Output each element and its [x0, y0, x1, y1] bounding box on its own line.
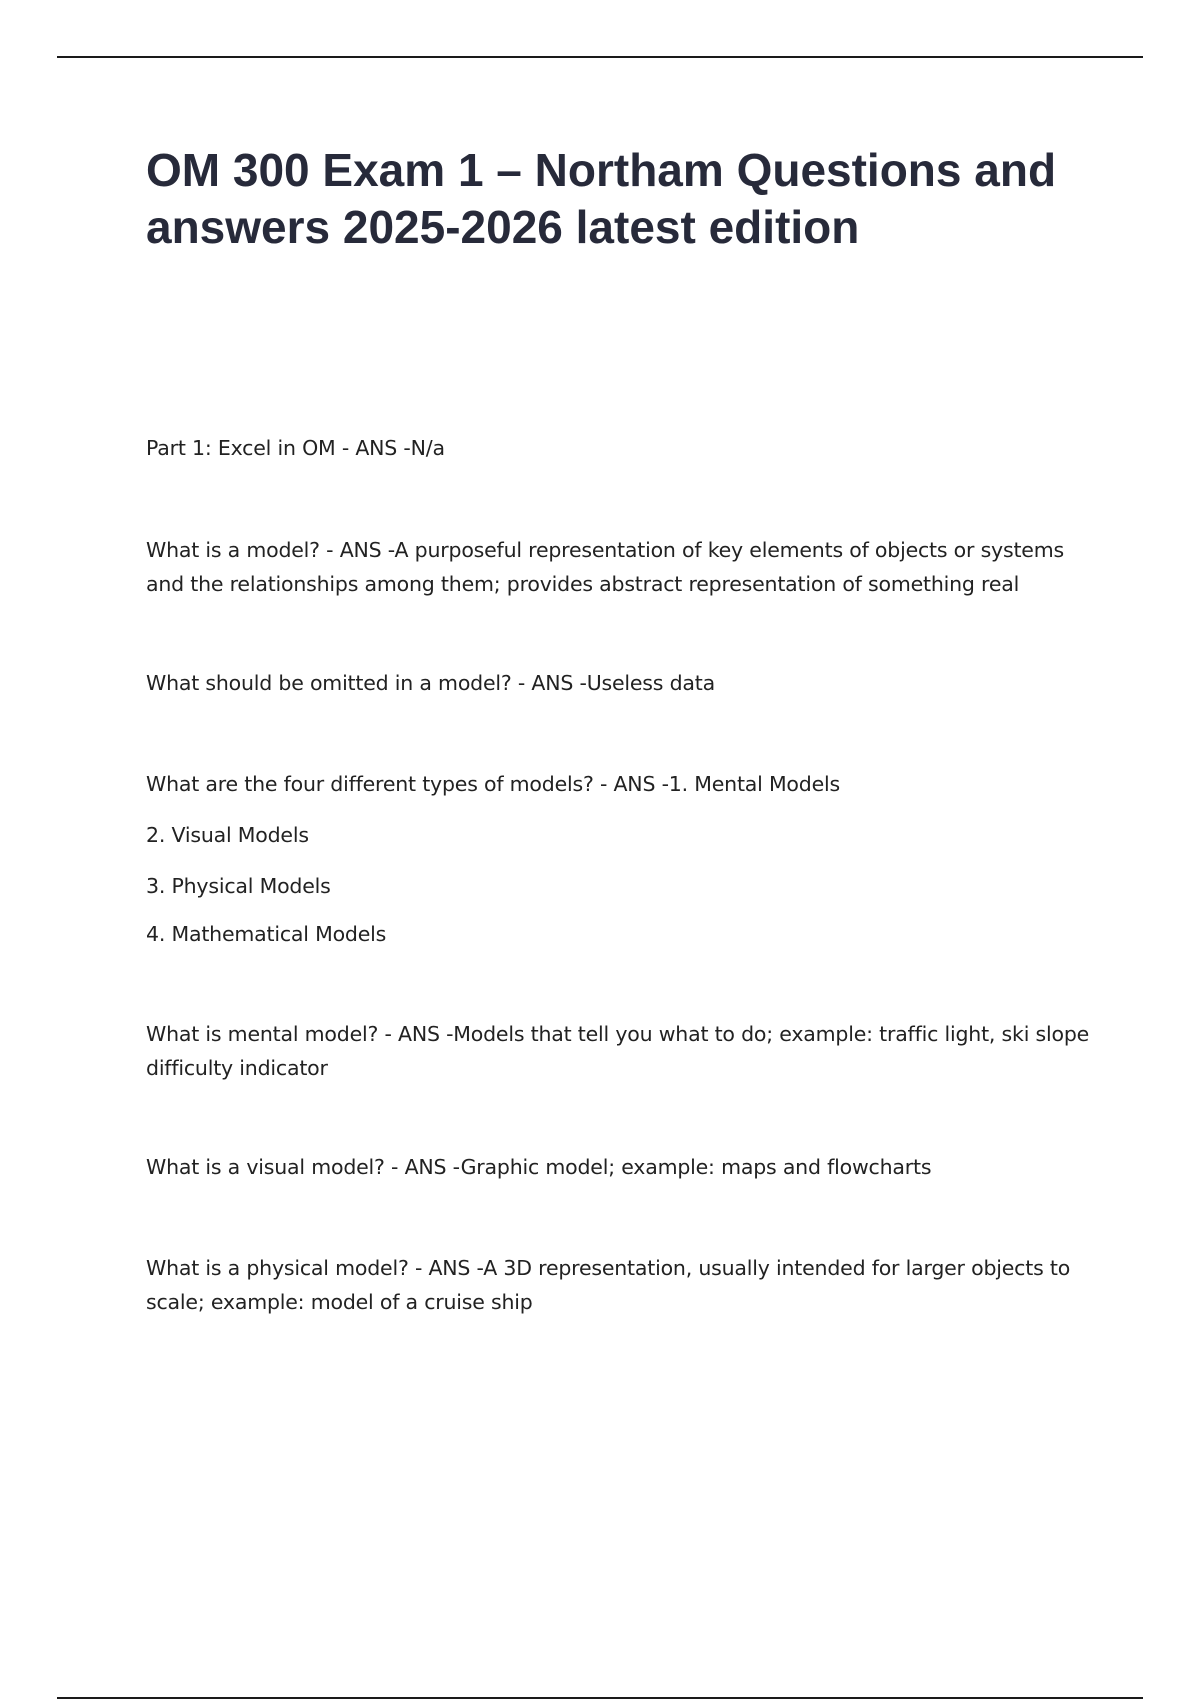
bottom-rule [57, 1697, 1143, 1699]
document-title: OM 300 Exam 1 – Northam Questions and answers 2025-2026 latest edition [146, 144, 1057, 253]
list-item-visual-models: 2. Visual Models [146, 823, 309, 847]
top-rule [57, 56, 1143, 58]
list-item-physical-models: 3. Physical Models [146, 874, 331, 898]
qa-omitted-in-model: What should be omitted in a model? - ANS -Useless data [146, 671, 715, 695]
qa-mental-model: What is mental model? - ANS -Models that tell you what to do; example: traffic light, ski slope difficulty indicator [146, 1022, 1090, 1080]
qa-part-1: Part 1: Excel in OM - ANS -N/a [146, 436, 445, 460]
list-item-mathematical-models: 4. Mathematical Models [146, 922, 387, 946]
qa-what-is-model: What is a model? - ANS -A purposeful representation of key elements of objects or systems and the relationships among them; provides abstract representation of something real [146, 538, 1064, 596]
qa-physical-model: What is a physical model? - ANS -A 3D representation, usually intended for larger objects to scale; example: model of a cruise ship [146, 1256, 1071, 1314]
qa-four-types-of-models: What are the four different types of models? - ANS -1. Mental Models [146, 772, 840, 796]
qa-visual-model: What is a visual model? - ANS -Graphic model; example: maps and flowcharts [146, 1155, 932, 1179]
